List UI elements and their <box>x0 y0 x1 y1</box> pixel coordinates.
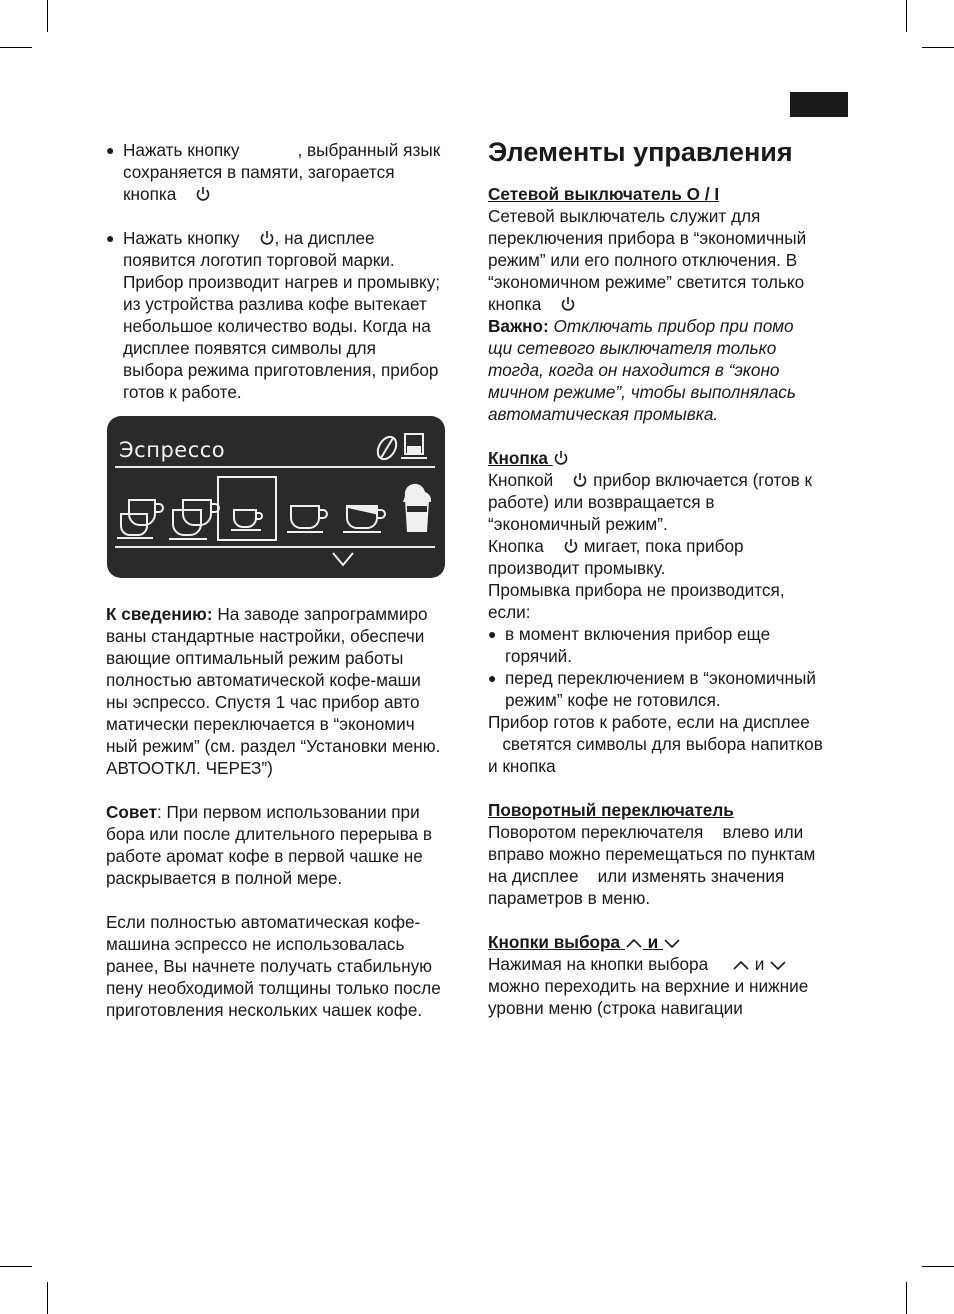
right-column: Сетевой выключатель O / I Сетевой выключатель служит для переключения прибора в “экономичный режим” или его полного отключения. В “экономичном режиме” светится только кнопка Важно: Отключать прибор при помо щи сетевого выключателя только тогда, когда он находится в “эконо мичном режиме”, чтобы выполнялась автоматическая промывка. Кнопка Кнопкой прибор включается (готов к работе) или возвращается в “экономичный режим”. Кнопка мигает, пока прибор производит промывку. Промывка прибора не производится, если: ● в момент включения прибор еще горячий. ● перед переключением в “экономичный режим” кофе не готовился. Прибор готов к работе, если на дисплее светятся символы для выбора напитков и кнопка Поворотный переключатель Поворотом переключателя влево или вправо можно перемещаться по пунктам на дисплее или изменять значения параметров в меню. Кнопки выбора и Нажимая на кнопки выбора и можно переходить на верхние и нижние уровни меню (строка навигации <box>488 183 850 1019</box>
power-icon <box>572 472 588 488</box>
crop-mark <box>0 47 32 48</box>
double-espresso-icon <box>117 500 163 538</box>
chevron-up-icon <box>625 937 643 949</box>
coffee-icon[interactable] <box>287 506 327 532</box>
bullet-item: ● перед переключением в “экономичный режим” кофе не готовился. <box>488 667 850 711</box>
language-tab <box>790 92 848 117</box>
bullet-item: ● Нажать кнопку , на дисплее появится логотип торговой марки. Прибор производит нагрев и промывку; из устройства разлива кофе вытекает небольшое количество воды. Когда на дисплее появятся символы для выбора режима приготовления, прибор готов к работе. <box>106 227 468 403</box>
page-title: Элементы управления <box>488 137 793 167</box>
section-heading: Сетевой выключатель O / I <box>488 184 720 204</box>
power-icon <box>195 186 211 202</box>
espresso-icon[interactable] <box>231 510 262 530</box>
power-icon <box>563 538 579 554</box>
coffee-bean-icon <box>374 434 400 463</box>
crop-mark <box>0 1266 32 1267</box>
display-title: Эспрессо <box>119 438 226 462</box>
bullet-item: ● Нажать кнопку , выбранный язык сохраняется в памяти, загорается кнопка <box>106 139 468 205</box>
chevron-down-icon <box>663 937 681 949</box>
display-panel <box>107 416 445 578</box>
chevron-down-icon <box>333 553 353 565</box>
left-column <box>106 139 468 403</box>
power-icon <box>560 296 576 312</box>
crop-mark <box>922 1266 954 1267</box>
bullet-item: ● в момент включения прибор еще горячий. <box>488 623 850 667</box>
cup-size-icon <box>401 434 427 458</box>
chevron-up-icon <box>732 959 750 971</box>
power-icon <box>259 230 275 246</box>
tip-label: Совет <box>106 802 157 822</box>
section-heading: Поворотный переключатель <box>488 800 734 820</box>
power-icon <box>553 450 569 466</box>
left-column-lower: К сведению: На заводе запрограммиро ваны стандартные настройки, обеспечи вающие оптимальный режим работы полностью автоматической кофе-маши ны эспрессо. Спустя 1 час прибор авто матически переключается в “экономич ный режим” (см. раздел “Установки меню. АВТООТКЛ. ЧЕРЕЗ”) Совет: При первом использовании при бора или после длительного перерыва в работе аромат кофе в первой чашке не раскрывается в полной мере. Если полностью автоматическая кофе- машина эспрессо не использовалась ранее, Вы начнете получать стабильную пену необходимой толщины только после приготовления нескольких чашек кофе. <box>106 604 441 1020</box>
crop-mark <box>47 1282 48 1314</box>
crop-mark <box>922 47 954 48</box>
crop-mark <box>906 1282 907 1314</box>
milk-froth-icon[interactable] <box>403 484 431 532</box>
crop-mark <box>47 0 48 32</box>
crop-mark <box>906 0 907 32</box>
double-coffee-icon <box>169 500 219 539</box>
chevron-down-icon <box>769 959 787 971</box>
cappuccino-icon[interactable] <box>343 506 385 532</box>
section-heading: Кнопки выбора и <box>488 931 850 953</box>
note-label: К сведению: <box>106 604 213 624</box>
section-heading: Кнопка <box>488 447 850 469</box>
